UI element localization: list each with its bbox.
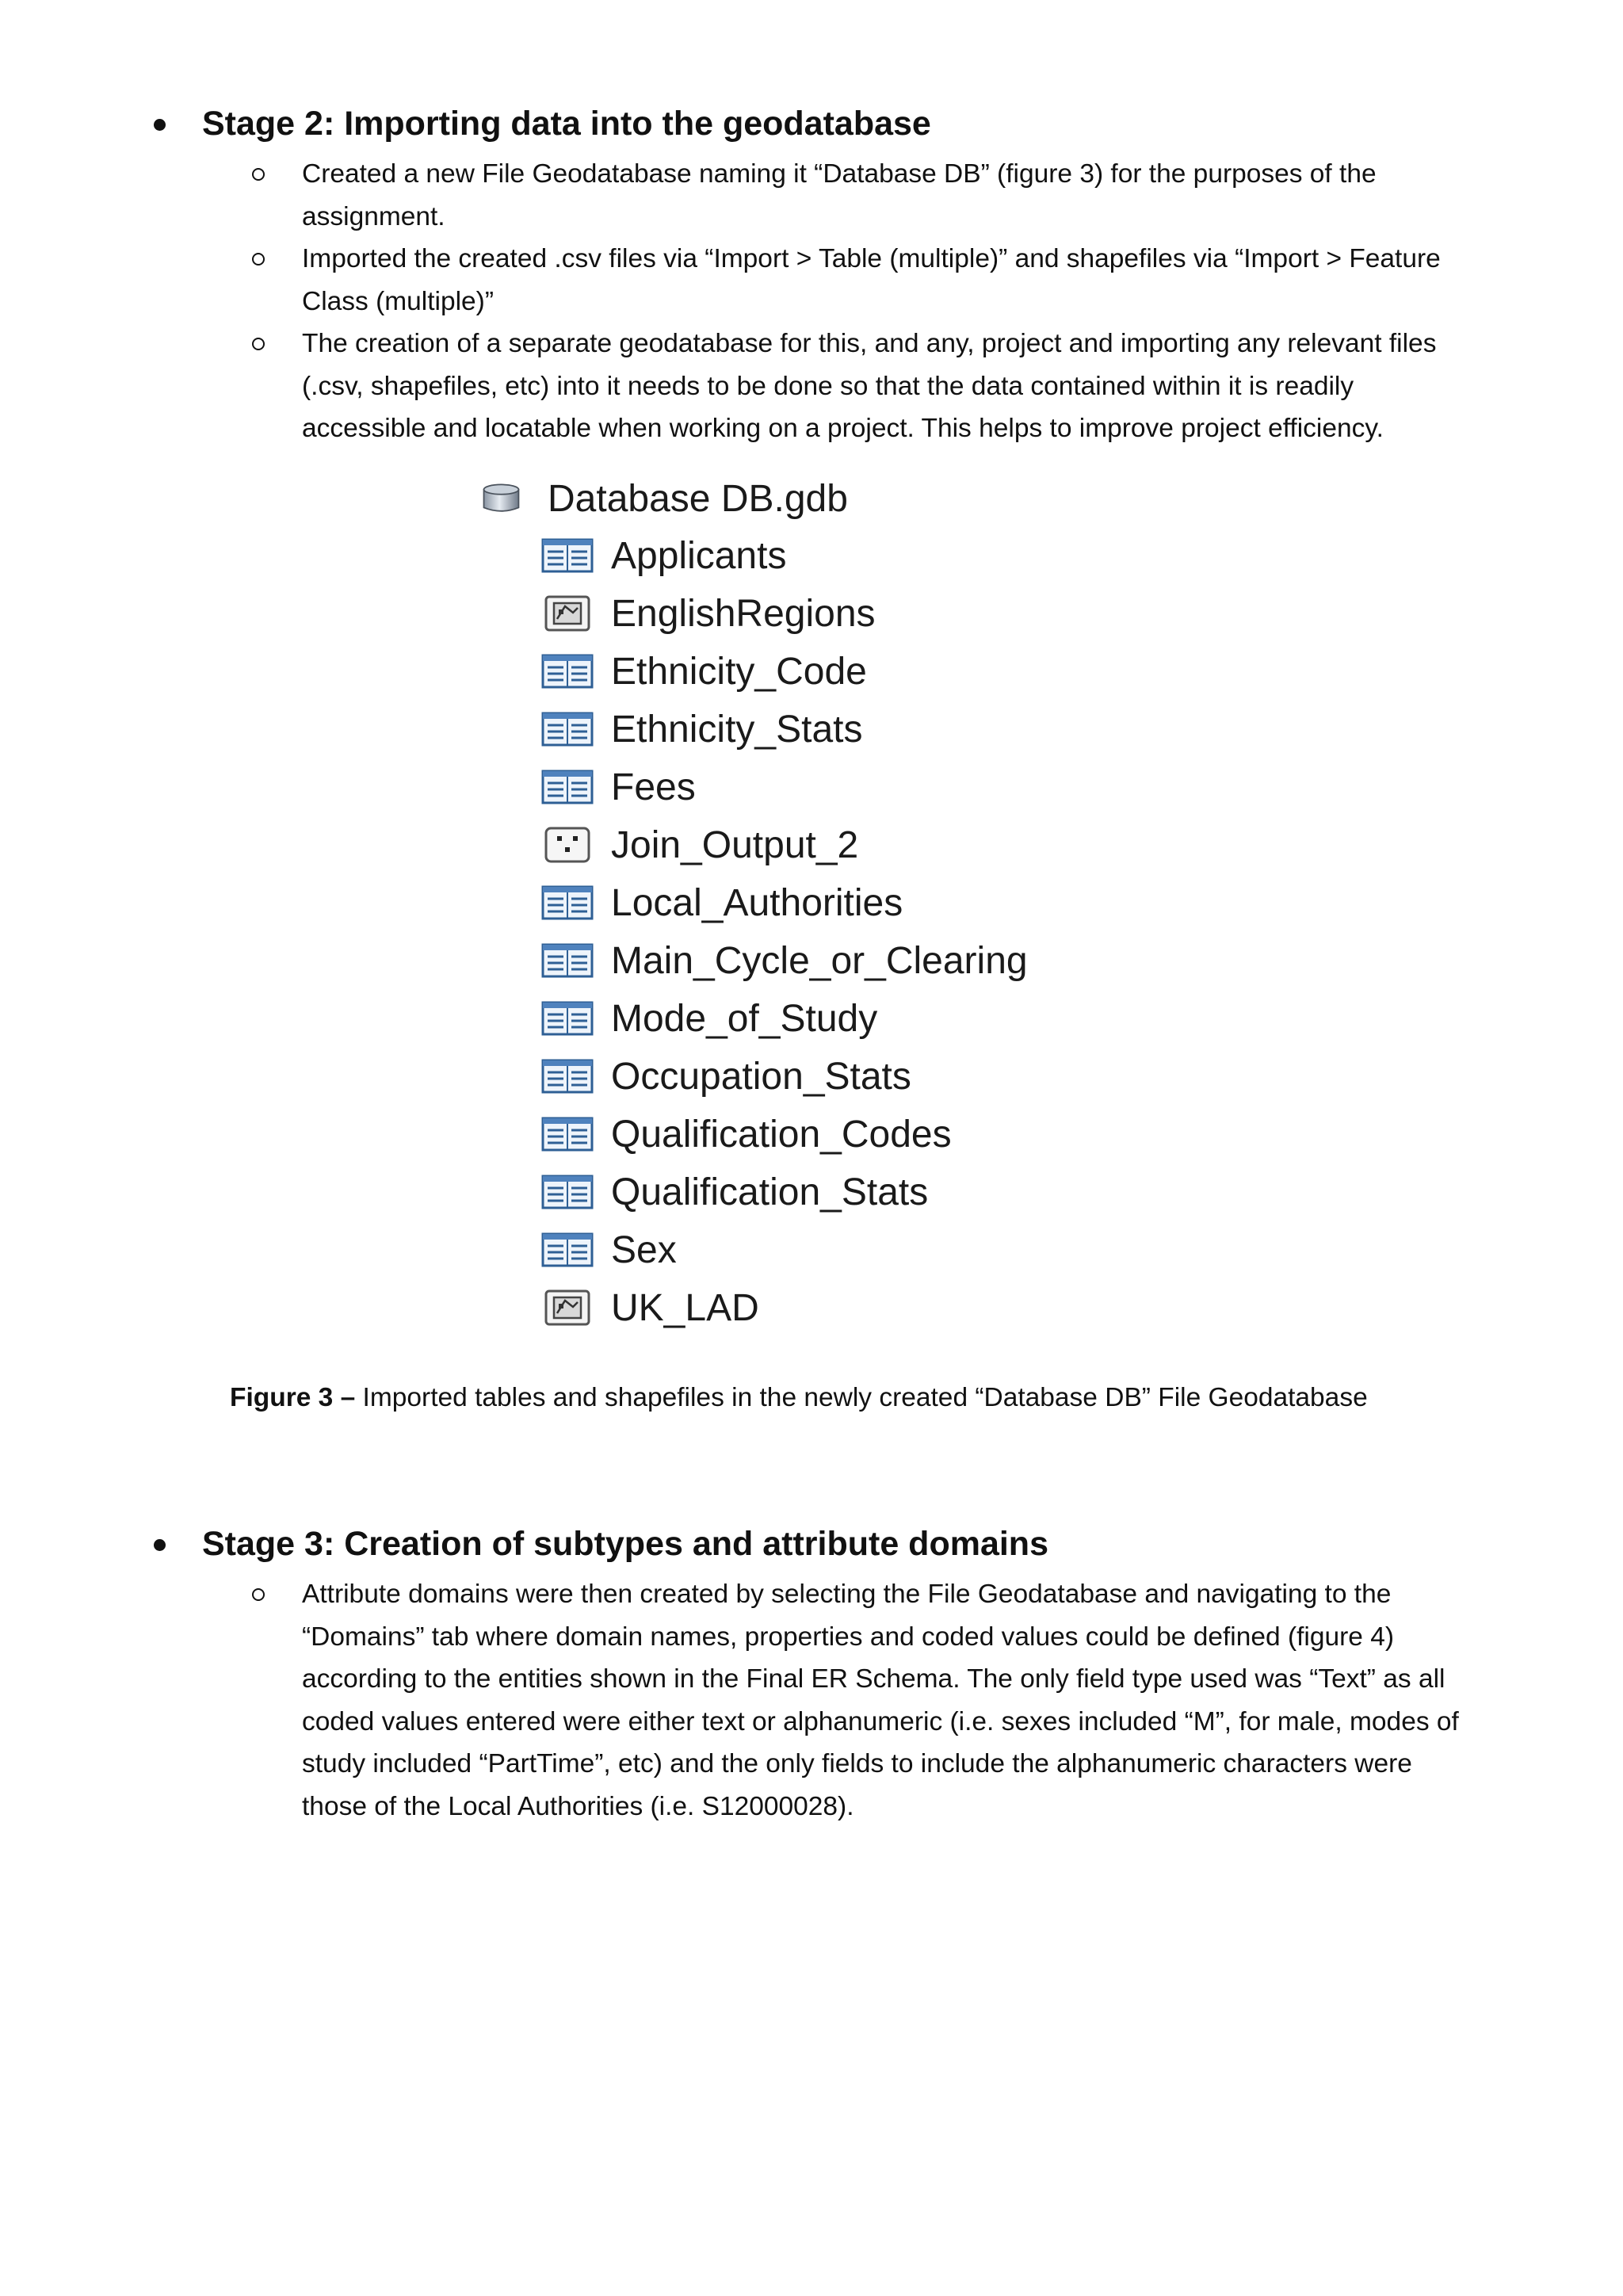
tree-item-label: Ethnicity_Code [611, 650, 867, 693]
paragraph-line: Attribute domains were then created by selecting the File Geodatabase and navigating to the [302, 1580, 1392, 1609]
paragraph-line: study included “PartTime”, etc) and the only fields to include the alphanumeric characters were [302, 1749, 1412, 1778]
tree-item-label: Qualification_Codes [611, 1113, 952, 1156]
table-icon [541, 884, 594, 921]
tree-item-label: Local_Authorities [611, 881, 903, 924]
paragraph-line: coded values entered were either text or alphanumeric (i.e. sexes included “M”, for male, modes of [302, 1706, 1459, 1736]
tree-item-applicants[interactable] [541, 533, 786, 579]
bullet-icon [154, 1539, 166, 1551]
tree-item-uk-lad[interactable] [541, 1285, 759, 1331]
tree-item-label: EnglishRegions [611, 592, 876, 635]
paragraph-line: Imported the created .csv files via “Import > Table (multiple)” and shapefiles via “Import > Feature [302, 244, 1441, 273]
table-icon [541, 1058, 594, 1095]
figure-3-catalog-tree [478, 468, 1048, 1339]
paragraph-line: The creation of a separate geodatabase for this, and any, project and importing any relevant files [302, 329, 1437, 358]
tree-item-label: Main_Cycle_or_Clearing [611, 939, 1028, 982]
tree-root-database[interactable] [481, 476, 848, 521]
tree-item-main-cycle-or-clearing[interactable] [541, 938, 1028, 984]
table-icon [541, 942, 594, 979]
paragraph-line: Created a new File Geodatabase naming it “Database DB” (figure 3) for the purposes of the [302, 159, 1377, 189]
tree-item-qualification-stats[interactable] [541, 1169, 928, 1215]
table-icon [541, 653, 594, 690]
sub-bullet-icon [252, 1588, 265, 1601]
list-item [302, 153, 1377, 238]
list-item [302, 1573, 1459, 1828]
tree-item-label: Sex [611, 1228, 677, 1271]
section-heading: Stage 3: Creation of subtypes and attribute domains [202, 1525, 1048, 1563]
tree-item-label: UK_LAD [611, 1286, 759, 1329]
paragraph-line: Class (multiple)” [302, 286, 494, 316]
tree-item-label: Mode_of_Study [611, 997, 878, 1040]
polygon-feature-class-icon [541, 1289, 594, 1326]
sub-bullet-icon [252, 168, 265, 181]
tree-item-label: Occupation_Stats [611, 1055, 911, 1098]
paragraph-line: accessible and locatable when working on a project. This helps to improve project efficiency. [302, 414, 1384, 443]
list-item [302, 238, 1441, 323]
list-item [302, 323, 1436, 450]
section-heading: Stage 2: Importing data into the geodatabase [202, 105, 931, 143]
table-icon [541, 769, 594, 805]
caption-text: Imported tables and shapefiles in the newly created “Database DB” File Geodatabase [355, 1383, 1368, 1412]
tree-item-label: Applicants [611, 534, 787, 577]
paragraph-line: “Domains” tab where domain names, properties and coded values could be defined (figure 4) [302, 1622, 1394, 1652]
sub-bullet-icon [252, 253, 265, 266]
tree-item-label: Qualification_Stats [611, 1171, 929, 1213]
tree-item-fees[interactable] [541, 764, 696, 810]
tree-item-local-authorities[interactable] [541, 880, 903, 926]
table-icon [541, 1116, 594, 1152]
tree-item-mode-of-study[interactable] [541, 995, 877, 1041]
paragraph-line: (.csv, shapefiles, etc) into it needs to be done so that the data contained within it is readily [302, 371, 1354, 401]
tree-item-label: Fees [611, 766, 696, 808]
bullet-icon [154, 119, 166, 131]
geodatabase-icon [481, 480, 527, 517]
caption-label: Figure 3 – [230, 1383, 356, 1412]
tree-item-label: Join_Output_2 [611, 823, 859, 866]
table-icon [541, 1232, 594, 1268]
tree-item-qualification-codes[interactable] [541, 1111, 952, 1157]
tree-item-sex[interactable] [541, 1227, 677, 1273]
tree-item-englishregions[interactable] [541, 590, 876, 636]
tree-item-occupation-stats[interactable] [541, 1053, 911, 1099]
tree-item-join-output-2[interactable] [541, 822, 858, 868]
sub-bullet-icon [252, 338, 265, 350]
paragraph-line: according to the entities shown in the Final ER Schema. The only field type used was “Text” as all [302, 1664, 1445, 1694]
paragraph-line: those of the Local Authorities (i.e. S12000028). [302, 1791, 854, 1821]
table-icon [541, 1174, 594, 1210]
table-icon [541, 711, 594, 747]
tree-root-label: Database DB.gdb [548, 477, 848, 520]
point-feature-class-icon [541, 827, 594, 863]
table-icon [541, 1000, 594, 1037]
tree-item-label: Ethnicity_Stats [611, 708, 863, 751]
polygon-feature-class-icon [541, 595, 594, 632]
tree-item-ethnicity-code[interactable] [541, 648, 867, 694]
tree-item-ethnicity-stats[interactable] [541, 706, 862, 752]
paragraph-line: assignment. [302, 201, 445, 231]
table-icon [541, 537, 594, 574]
figure-caption [230, 1379, 1368, 1417]
